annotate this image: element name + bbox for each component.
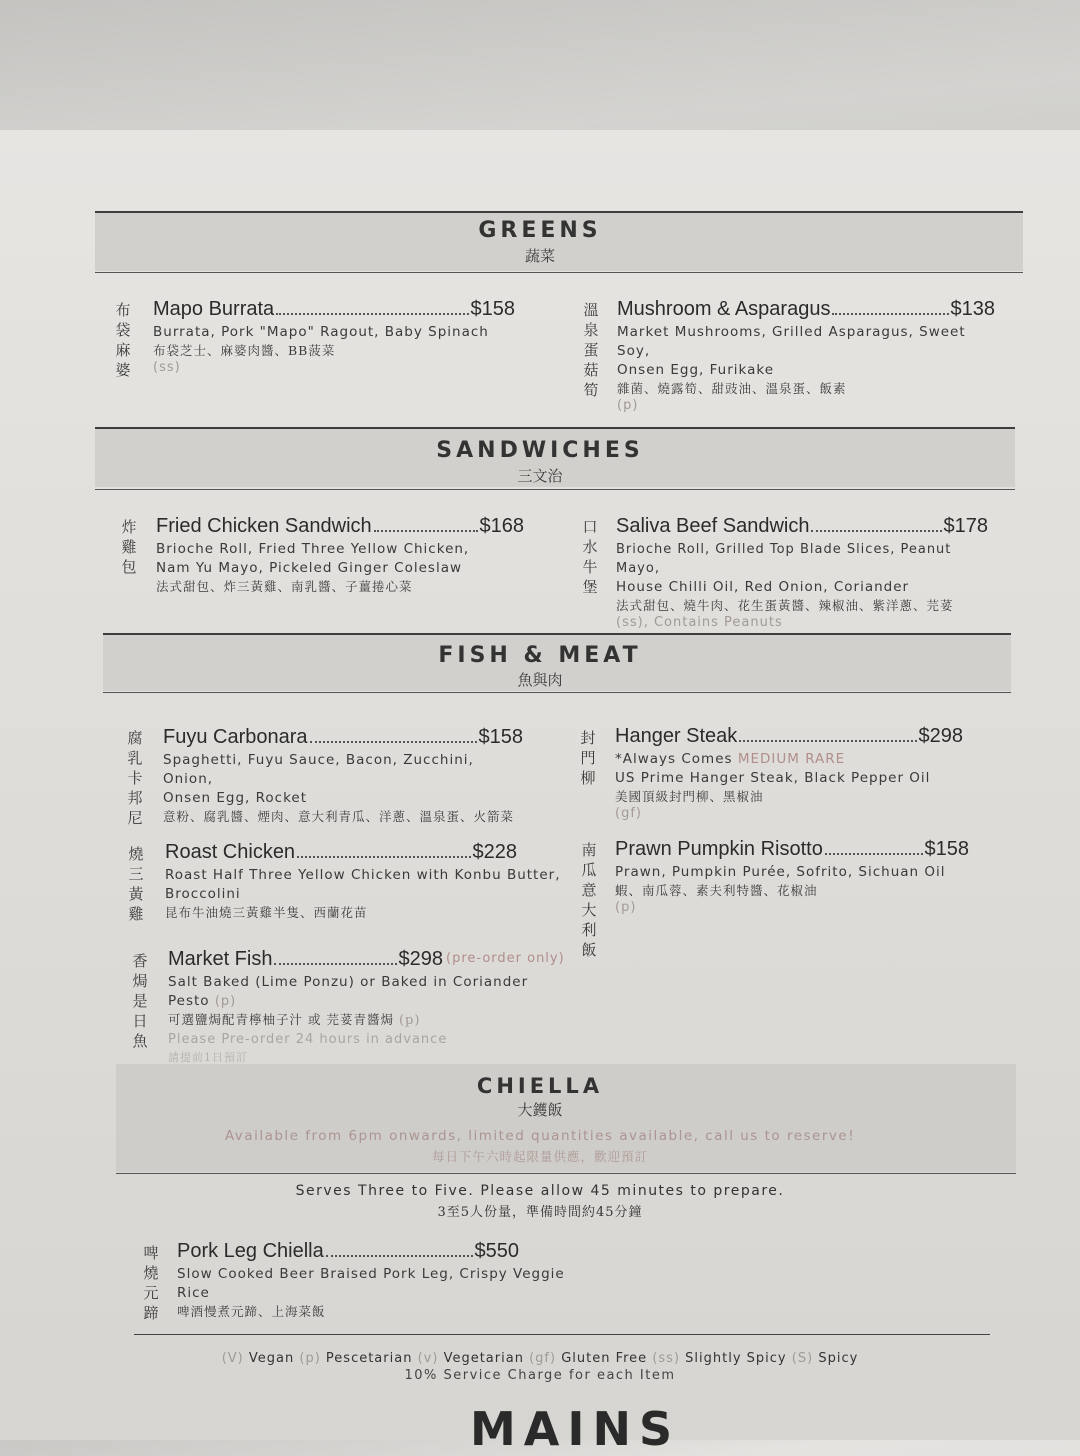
legend-label: Vegan xyxy=(248,1351,295,1366)
legend-label: Vegetarian xyxy=(443,1351,524,1366)
item-tag: (p) xyxy=(398,1013,421,1028)
item-name: Fried Chicken Sandwich xyxy=(156,515,372,537)
item-name: Saliva Beef Sandwich xyxy=(616,515,810,537)
chiella-availability: Available from 6pm onwards, limited quantities available, call us to reserve! xyxy=(224,1128,856,1144)
item-desc-zh: 布袋芝士、麻婆肉醬、BB菠菜 xyxy=(153,343,336,358)
item-desc: Nam Yu Mayo, Pickeled Ginger Coleslaw xyxy=(156,560,463,576)
legend-label: Gluten Free xyxy=(561,1351,648,1366)
doneness-note: MEDIUM RARE xyxy=(737,751,846,767)
item-desc: House Chilli Oil, Red Onion, Coriander xyxy=(616,579,910,595)
preorder-note-zh: 請提前1日預訂 xyxy=(168,1051,248,1064)
carbonara-zh-name: 腐乳卡邦尼 xyxy=(127,729,143,827)
item-name: Roast Chicken xyxy=(165,841,296,863)
item-tag: (ss), Contains Peanuts xyxy=(616,615,783,630)
chiella-serves: Serves Three to Five. Please allow 45 minutes to prepare. xyxy=(295,1183,785,1199)
fishmeat-bottom-rule xyxy=(103,692,1011,693)
chiella-title-zh: 大鑊飯 xyxy=(517,1101,563,1119)
item-tag: (p) xyxy=(617,398,639,413)
preorder-note: Please Pre-order 24 hours in advance xyxy=(168,1032,448,1047)
saliva-zh-name: 口水牛堡 xyxy=(582,518,598,596)
legend-top-rule xyxy=(134,1334,990,1335)
menu-item-saliva-beef-sandwich xyxy=(616,515,988,630)
item-desc: Broccolini xyxy=(165,886,241,902)
item-desc: *Always Comes xyxy=(615,751,738,767)
item-desc-zh: 昆布牛油燒三黃雞半隻、西蘭花苗 xyxy=(165,905,368,920)
chiella-availability-zh: 每日下午六時起限量供應，歡迎預訂 xyxy=(431,1149,648,1164)
item-price: $138 xyxy=(950,298,995,320)
legend-label: Spicy xyxy=(818,1351,859,1366)
item-desc: Onsen Egg, Rocket xyxy=(163,790,308,806)
risotto-zh-name: 南瓜意大利飯 xyxy=(581,841,597,959)
background-top xyxy=(0,0,1080,150)
greens-bottom-rule xyxy=(95,272,1023,273)
legend-label: Pescetarian xyxy=(325,1351,413,1366)
item-price: $158 xyxy=(478,726,523,748)
menu-item-fuyu-carbonara xyxy=(163,726,523,826)
legend-code: (S) xyxy=(791,1351,814,1366)
item-tag: (p) xyxy=(214,994,237,1009)
item-price: $178 xyxy=(943,515,988,537)
preorder-tag: (pre-order only) xyxy=(446,951,565,966)
item-desc-zh: 美國頂級封門柳、黑椒油 xyxy=(615,789,764,804)
item-price: $550 xyxy=(474,1240,519,1262)
item-name: Fuyu Carbonara xyxy=(163,726,308,748)
item-price: $158 xyxy=(470,298,515,320)
pork-leg-zh-name: 啤燒元蹄 xyxy=(143,1244,159,1322)
hanger-zh-name: 封門柳 xyxy=(580,729,596,787)
chiella-serves-zh: 3至5人份量，準備時間約45分鐘 xyxy=(437,1205,643,1220)
legend-label: Slightly Spicy xyxy=(685,1351,787,1366)
item-desc: Brioche Roll, Fried Three Yellow Chicken, xyxy=(156,541,470,557)
roast-chicken-zh-name: 燒三黃雞 xyxy=(128,845,144,923)
item-name: Hanger Steak xyxy=(615,725,738,747)
chiella-bottom-rule xyxy=(116,1173,1016,1174)
chiella-title: CHIELLA xyxy=(476,1074,604,1098)
greens-title-zh: 蔬菜 xyxy=(524,247,555,265)
service-charge-note: 10% Service Charge for each Item xyxy=(404,1368,676,1383)
item-price: $298 xyxy=(398,948,443,970)
mains-heading: MAINS xyxy=(470,1402,681,1456)
fishmeat-title: FISH & MEAT xyxy=(438,643,642,668)
item-price: $298 xyxy=(918,725,963,747)
item-name: Mapo Burrata xyxy=(153,298,275,320)
fish-zh-name: 香焗是日魚 xyxy=(132,952,148,1050)
menu-item-pork-leg-chiella xyxy=(177,1240,565,1321)
menu-item-fried-chicken-sandwich xyxy=(156,515,524,596)
item-desc: Burrata, Pork "Mapo" Ragout, Baby Spinach xyxy=(153,324,489,340)
item-desc: Market Mushrooms, Grilled Asparagus, Sweet Soy, xyxy=(617,324,966,359)
item-tag: (gf) xyxy=(615,806,642,821)
item-desc: Pesto xyxy=(168,993,210,1009)
item-desc-zh: 可選鹽焗配青檸柚子汁 或 芫荽青醬焗 xyxy=(168,1012,394,1027)
sandwiches-bottom-rule xyxy=(95,489,1015,490)
legend-code: (v) xyxy=(417,1351,439,1366)
item-desc: Prawn, Pumpkin Purée, Sofrito, Sichuan Oil xyxy=(615,864,946,880)
mapo-zh-name: 布袋麻婆 xyxy=(115,301,131,379)
item-price: $228 xyxy=(472,841,517,863)
item-desc: Spaghetti, Fuyu Sauce, Bacon, Zucchini, Onion, xyxy=(163,752,474,787)
item-desc: Slow Cooked Beer Braised Pork Leg, Crispy Veggie xyxy=(177,1266,565,1282)
item-desc-zh: 法式甜包、燒牛肉、花生蛋黃醬、辣椒油、紫洋蔥、芫荽 xyxy=(616,598,954,613)
item-desc: Brioche Roll, Grilled Top Blade Slices, Peanut Mayo, xyxy=(616,542,952,576)
legend-code: (V) xyxy=(221,1351,244,1366)
item-desc: US Prime Hanger Steak, Black Pepper Oil xyxy=(615,770,931,786)
greens-title: GREENS xyxy=(478,218,602,243)
legend-dietary xyxy=(0,1351,1080,1366)
item-desc-zh: 法式甜包、炸三黃雞、南乳醬、子薑捲心菜 xyxy=(156,579,413,594)
menu-item-hanger-steak xyxy=(615,725,963,821)
item-tag: (p) xyxy=(615,900,637,915)
legend-code: (gf) xyxy=(529,1351,557,1366)
menu-item-prawn-pumpkin-risotto xyxy=(615,838,969,915)
item-desc: Rice xyxy=(177,1285,210,1301)
item-name: Mushroom & Asparagus xyxy=(617,298,831,320)
item-desc-zh: 蝦、南瓜蓉、素夫利特醬、花椒油 xyxy=(615,883,818,898)
item-name: Market Fish xyxy=(168,948,273,970)
menu-item-market-fish xyxy=(168,948,568,1067)
mushroom-zh-name: 溫泉蛋菇筍 xyxy=(583,301,599,399)
item-price: $168 xyxy=(479,515,524,537)
legend-code: (p) xyxy=(299,1351,321,1366)
item-desc-zh: 意粉、腐乳醬、煙肉、意大利青瓜、洋蔥、溫泉蛋、火箭菜 xyxy=(163,809,515,824)
menu-item-mushroom-asparagus xyxy=(617,298,995,413)
item-name: Pork Leg Chiella xyxy=(177,1240,324,1262)
item-name: Prawn Pumpkin Risotto xyxy=(615,838,823,860)
fried-chicken-zh-name: 炸雞包 xyxy=(121,518,137,576)
fishmeat-title-zh: 魚與肉 xyxy=(517,671,563,689)
item-desc-zh: 啤酒慢煮元蹄、上海菜飯 xyxy=(177,1304,326,1319)
item-price: $158 xyxy=(924,838,969,860)
item-desc-zh: 雜菌、燒露筍、甜豉油、溫泉蛋、飯素 xyxy=(617,381,847,396)
item-desc: Onsen Egg, Furikake xyxy=(617,362,774,378)
sandwiches-title: SANDWICHES xyxy=(436,438,644,463)
menu-item-roast-chicken xyxy=(165,841,561,922)
item-desc: Salt Baked (Lime Ponzu) or Baked in Coriander xyxy=(168,974,529,990)
menu-item-mapo-burrata xyxy=(153,298,515,375)
item-tag: (ss) xyxy=(153,360,181,375)
sandwiches-title-zh: 三文治 xyxy=(517,467,563,485)
item-desc: Roast Half Three Yellow Chicken with Konbu Butter, xyxy=(165,867,561,883)
legend-code: (ss) xyxy=(652,1351,681,1366)
